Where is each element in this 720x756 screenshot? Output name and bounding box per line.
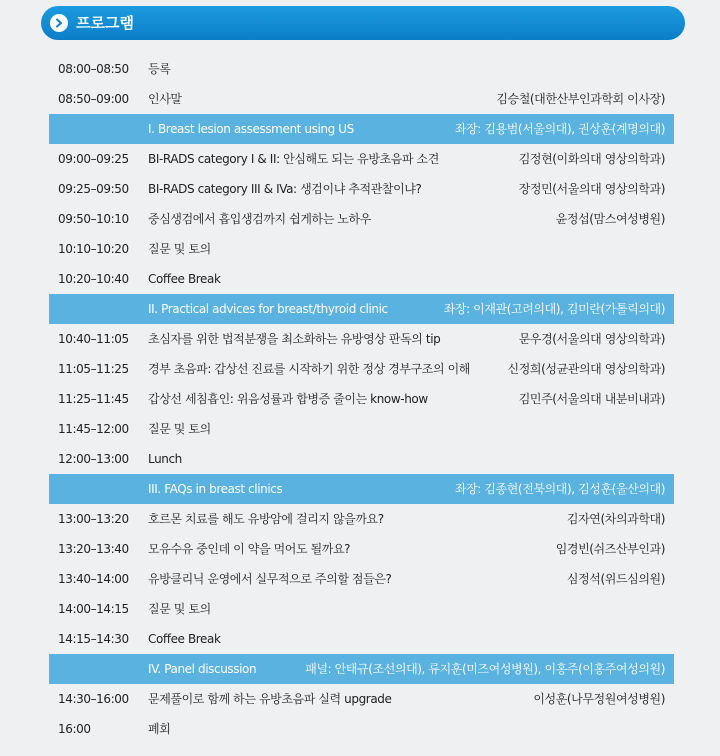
table-row [49, 264, 674, 294]
table-row [49, 594, 674, 624]
speaker-cell: 신정희(성균관의대 영상의학과) [507, 362, 665, 376]
time-cell: 10:20–10:40 [58, 272, 129, 286]
time-cell: 14:30–16:00 [58, 692, 129, 706]
table-row [49, 84, 674, 114]
table-row [49, 714, 674, 744]
time-cell: 14:00–14:15 [58, 602, 129, 616]
topic-cell: I. Breast lesion assessment using US [148, 122, 354, 136]
speaker-cell: 좌장: 김종현(전북의대), 김성훈(울산의대) [454, 482, 665, 496]
topic-cell: 호르몬 치료를 해도 유방암에 걸리지 않을까요? [148, 512, 384, 526]
topic-cell: II. Practical advices for breast/thyroid clinic [148, 302, 388, 316]
session-row [49, 294, 674, 324]
topic-cell: 폐회 [148, 722, 171, 736]
topic-cell: 질문 및 토의 [148, 602, 211, 616]
topic-cell: 질문 및 토의 [148, 242, 211, 256]
topic-cell: 경부 초음파: 갑상선 진료를 시작하기 위한 정상 경부구조의 이해 [148, 362, 470, 376]
chevron-right-icon [50, 14, 68, 32]
session-row [49, 474, 674, 504]
time-cell: 16:00 [58, 722, 91, 736]
time-cell: 10:10–10:20 [58, 242, 129, 256]
topic-cell: 등록 [148, 62, 171, 76]
speaker-cell: 좌장: 김용범(서울의대), 권상훈(계명의대) [454, 122, 665, 136]
topic-cell: IV. Panel discussion [148, 662, 257, 676]
table-row [49, 144, 674, 174]
table-row [49, 444, 674, 474]
time-cell: 10:40–11:05 [58, 332, 129, 346]
speaker-cell: 김자연(차의과학대) [566, 512, 665, 526]
time-cell: 09:50–10:10 [58, 212, 129, 226]
time-cell: 13:40–14:00 [58, 572, 129, 586]
table-row [49, 324, 674, 354]
table-row [49, 414, 674, 444]
speaker-cell: 김민주(서울의대 내분비내과) [518, 392, 665, 406]
speaker-cell: 좌장: 이재관(고려의대), 김미란(가톨릭의대) [443, 302, 665, 316]
speaker-cell: 장정민(서울의대 영상의학과) [518, 182, 665, 196]
table-row [49, 354, 674, 384]
time-cell: 08:50–09:00 [58, 92, 129, 106]
speaker-cell: 심정석(위드심의원) [566, 572, 665, 586]
session-row [49, 114, 674, 144]
speaker-cell: 김승철(대한산부인과학회 이사장) [496, 92, 665, 106]
session-row [49, 654, 674, 684]
topic-cell: 유방클리닉 운영에서 실무적으로 주의할 점들은? [148, 572, 392, 586]
table-row [49, 204, 674, 234]
page-title: 프로그램 [76, 14, 134, 32]
program-table [49, 54, 674, 744]
program-header [41, 6, 685, 40]
topic-cell: BI-RADS category III & IVa: 생검이냐 추적관찰이냐? [148, 182, 422, 196]
topic-cell: 인사말 [148, 92, 182, 106]
topic-cell: 갑상선 세침흡인: 위음성률과 합병증 줄이는 know-how [148, 392, 428, 406]
table-row [49, 384, 674, 414]
speaker-cell: 임경빈(쉬즈산부인과) [555, 542, 665, 556]
speaker-cell: 김정현(이화의대 영상의학과) [518, 152, 665, 166]
table-row [49, 534, 674, 564]
time-cell: 11:45–12:00 [58, 422, 129, 436]
topic-cell: III. FAQs in breast clinics [148, 482, 283, 496]
topic-cell: BI-RADS category I & II: 안심해도 되는 유방초음파 소견 [148, 152, 439, 166]
time-cell: 12:00–13:00 [58, 452, 129, 466]
table-row [49, 684, 674, 714]
topic-cell: 질문 및 토의 [148, 422, 211, 436]
time-cell: 14:15–14:30 [58, 632, 129, 646]
table-row [49, 564, 674, 594]
time-cell: 08:00–08:50 [58, 62, 129, 76]
table-row [49, 54, 674, 84]
speaker-cell: 윤정섭(맘스여성병원) [555, 212, 665, 226]
time-cell: 13:00–13:20 [58, 512, 129, 526]
speaker-cell: 패널: 안태규(조선의대), 류지훈(미즈여성병원), 이홍주(이홍주여성의원) [305, 662, 665, 676]
time-cell: 13:20–13:40 [58, 542, 129, 556]
table-row [49, 624, 674, 654]
topic-cell: Coffee Break [148, 632, 221, 646]
topic-cell: 중심생검에서 흡입생검까지 쉽게하는 노하우 [148, 212, 371, 226]
topic-cell: Lunch [148, 452, 182, 466]
time-cell: 11:25–11:45 [58, 392, 129, 406]
speaker-cell: 이성훈(나무정원여성병원) [533, 692, 665, 706]
table-row [49, 504, 674, 534]
table-row [49, 234, 674, 264]
topic-cell: 문제풀이로 함께 하는 유방초음파 실력 upgrade [148, 692, 392, 706]
topic-cell: 모유수유 중인데 이 약을 먹어도 될까요? [148, 542, 351, 556]
time-cell: 09:00–09:25 [58, 152, 129, 166]
time-cell: 09:25–09:50 [58, 182, 129, 196]
topic-cell: 초심자를 위한 법적분쟁을 최소화하는 유방영상 판독의 tip [148, 332, 441, 346]
topic-cell: Coffee Break [148, 272, 221, 286]
time-cell: 11:05–11:25 [58, 362, 129, 376]
speaker-cell: 문우경(서울의대 영상의학과) [518, 332, 665, 346]
table-row [49, 174, 674, 204]
